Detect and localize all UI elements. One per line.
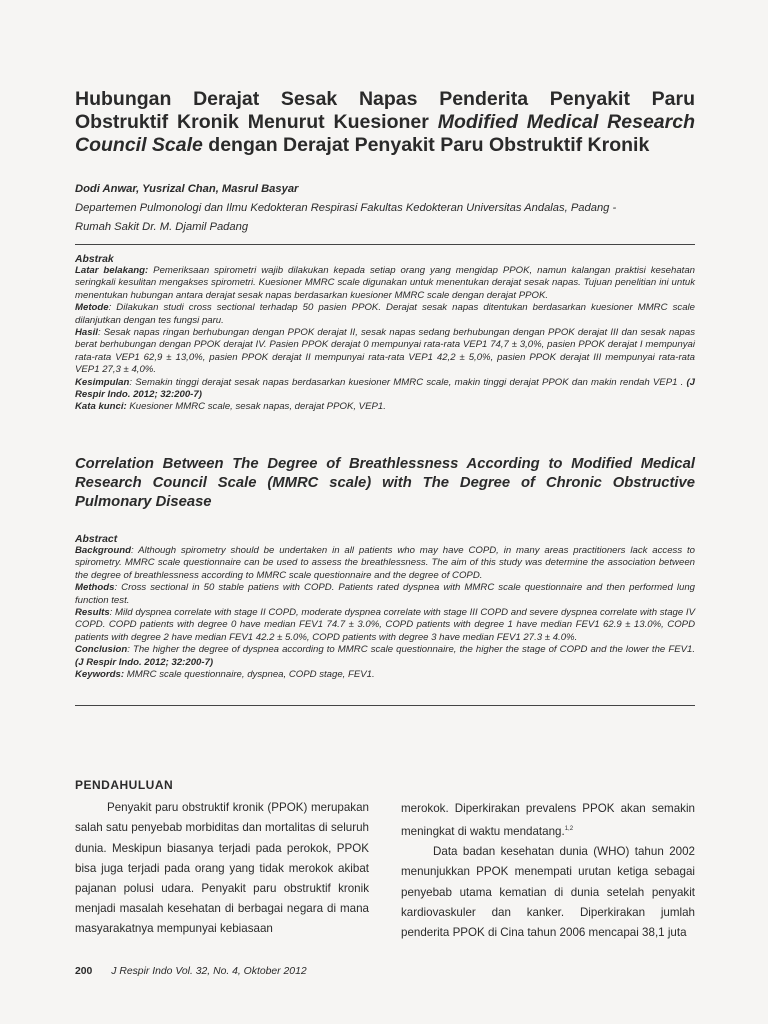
affiliation-line2: Rumah Sakit Dr. M. Djamil Padang <box>75 221 249 233</box>
article <box>75 88 695 706</box>
affiliation-line1: Departemen Pulmonologi dan Ilmu Kedokteran Respirasi Fakultas Kedokteran Universitas Andalas, Padang - <box>75 202 617 214</box>
column-right <box>401 799 695 943</box>
abstrak-metode: Metode: Dilakukan studi cross sectional terhadap 50 pasien PPOK. Derajat sesak napas ditentukan berdasarkan kuesioner MMRC scale dilanjutkan dengan tes fungsi paru. <box>75 302 695 326</box>
abstract-body <box>75 545 695 681</box>
abstract-methods: Methods: Cross sectional in 50 stable patiens with COPD. Patients rated dyspnea with MMRC scale questionnaire and then performed lung function test. <box>75 582 695 606</box>
affiliation <box>75 199 695 237</box>
body-columns <box>75 775 695 945</box>
abstract-heading: Abstract <box>75 533 118 545</box>
body-paragraph-right-1: merokok. Diperkirakan prevalens PPOK akan semakin meningkat di waktu mendatang.$^{1,2}$ <box>401 802 695 839</box>
authors: Dodi Anwar, Yusrizal Chan, Masrul Basyar <box>75 183 299 195</box>
abstrak-kesimpulan: Kesimpulan: Semakin tinggi derajat sesak napas berdasarkan kuesioner MMRC scale, makin tinggi derajat PPOK dan makin rendah VEP1 . (J Respir Indo. 2012; 32:200-7) <box>75 376 695 401</box>
abstract-conclusion: Conclusion: The higher the degree of dyspnea according to MMRC scale questionnaire, the higher the stage of COPD and the lower the FEV1. (J Respir Indo. 2012; 32:200-7) <box>75 644 695 668</box>
column-left <box>75 775 369 940</box>
abstract-results: Results: Mild dyspnea correlate with stage II COPD, moderate dyspnea correlate with stage III COPD and severe dyspnea correlate with stage IV COPD. COPD patients with degree 0 have median FEV1 74.7 ± 3.0%, COPD patients with degree 1 have median FEV1 62.9 ± 13.0%, COPD patients with degree 2 have median FEV1 42.2 ± 5.0%, COPD patients with degree 3 have median FEV1 27.3 ± 4.0%. <box>75 606 695 643</box>
divider-bottom <box>75 705 695 706</box>
article-title <box>75 88 695 157</box>
body-paragraph-left: Penyakit paru obstruktif kronik (PPOK) merupakan salah satu penyebab morbiditas dan mortalitas di seluruh dunia. Meskipun biasanya terjadi pada perokok, PPOK bisa juga terjadi pada orang yang tidak merokok akibat pajanan polusi udara. Penyakit paru obstruktif kronik menjadi masalah kesehatan di berbagai negara di mana masyarakatnya mempunyai kebiasaan <box>75 801 369 936</box>
abstrak-hasil: Hasil: Sesak napas ringan berhubungan dengan PPOK derajat II, sesak napas sedang berhubungan dengan PPOK derajat III dan sesak napas berat berhubungan dengan PPOK derajat IV. Pasien PPOK derajat 0 mempunyai rata-rata VEP1 74,7 ± 3,0%, pasien PPOK derajat I mempunyai rata-rata VEP1 62,9 ± 13,0%, pasien PPOK derajat II mempunyai rata-rata VEP1 42,2 ± 5,0%, pasien PPOK derajat III mempunyai rata-rata VEP1 27,3 ± 4,0%. <box>75 327 695 376</box>
reference-superscript: 1,2 <box>564 826 574 833</box>
title-part1: Hubungan Derajat Sesak Napas Penderita Penyakit Paru Obstruktif Kronik Menurut Kuesioner <box>75 88 695 133</box>
abstract-keywords: Keywords: MMRC scale questionnaire, dyspnea, COPD stage, FEV1. <box>75 668 375 680</box>
page-footer <box>75 966 307 977</box>
abstrak-kata-kunci: Kata kunci: Kuesioner MMRC scale, sesak napas, derajat PPOK, VEP1. <box>75 401 386 413</box>
abstract-background: Background: Although spirometry should be undertaken in all patients who may have COPD, in many areas practitioners lack access to spirometry. MMRC scale questionnaire can be used to assess the breathlessness. The aim of this study was determine the association between the degree of breathlessness according to MMRC scale questionnaire and the degree of COPD. <box>75 544 695 581</box>
abstrak-body <box>75 265 695 414</box>
abstrak-latar: Latar belakang: Pemeriksaan spirometri wajib dilakukan kepada setiap orang yang mengidap PPOK, namun kalangan praktisi kesehatan seringkali kesulitan mengakses spirometri. Kuesioner MMRC scale digunakan untuk menentukan derajat sesak napas. Tujuan penelitian ini untuk menentukan hubungan antara derajat sesak napas berdasarkan kuesioner MMRC scale dengan derajat PPOK. <box>75 265 695 301</box>
journal-citation: J Respir Indo Vol. 32, No. 4, Oktober 2012 <box>111 966 307 977</box>
english-title: Correlation Between The Degree of Breathlessness According to Modified Medical Research Council Scale (MMRC scale) with The Degree of Chronic Obstructive Pulmonary Disease <box>75 455 695 510</box>
divider-top <box>75 244 695 245</box>
title-part2: dengan Derajat Penyakit Paru Obstruktif Kronik <box>202 134 650 156</box>
title-italic: Modified Medical Research Council Scale <box>75 111 695 156</box>
section-heading: PENDAHULUAN <box>75 778 174 792</box>
abstrak-heading: Abstrak <box>75 254 114 265</box>
page-number: 200 <box>75 966 93 977</box>
body-paragraph-right-2: Data badan kesehatan dunia (WHO) tahun 2002 menunjukkan PPOK menempati urutan ketiga sebagai penyebab utama kematian di dunia setelah penyakit kardiovaskuler dan kanker. Diperkirakan jumlah penderita PPOK di Cina tahun 2006 mencapai 38,1 juta <box>401 845 695 940</box>
